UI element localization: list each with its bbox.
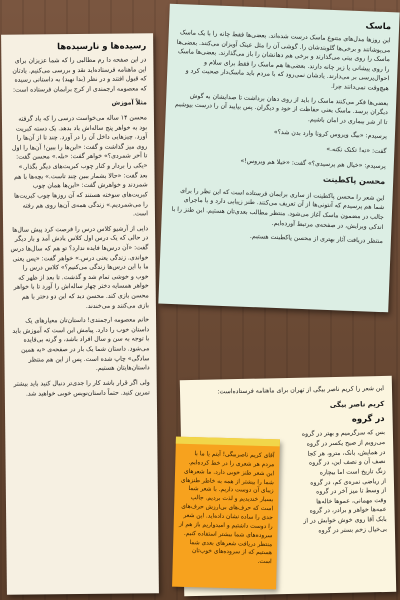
left-paragraph: در این صفحه دا رم مطالبی را که شما عزیزان برای این ماهنامه فرستاده‌اید نقد و بررسی می‌کنیم. یادتان که قبول افتند و در نظر (بدا نهید) به داستانی رسیده که معصومه ارجمندی از کرج برایمان فرستاده است: xyxy=(12,56,147,94)
poem-line: بس که سرگرمیم و بهتر در گروه xyxy=(301,429,385,439)
poem-line: عمه‌ها خواهر و برادر، در گروه xyxy=(309,506,387,515)
left-page-title: رسیده‌ها و نارسیده‌ها xyxy=(57,41,147,53)
right-paragraph: گفت: «نه! تکنک نکنه.» xyxy=(326,145,387,156)
orange-note-text: آقای کریم ناصربیگی! آیتم یا ما با مردم هر شعری را در خط کرده‌ایم. این شعر طنز خوبی دارد. ما شعرهای شما را بیشتر از همه به خاطر طنزهای زیبای آن دوست داریم. با شعر شما بسیار خندیدیم و لذت بردیم. جالب است که حرف‌های بی‌ارزش حرف‌های جدی را ساده نشان داده‌اید. این شعر را دوست داشتیم و امیدواریم باز هم از سروده‌های شما بیشتر استفاده کنیم. منتظر دریافت شعرهای بعدی شما هستیم که از سروده‌های خوب‌تان است. xyxy=(178,451,275,566)
poem-line: زنگ تاریخ است اما بیچاره xyxy=(319,467,386,477)
bottom-intro-name: کریم ناصر بیگی xyxy=(329,399,385,409)
poem-line: از وسط تا میز آخر در گروه xyxy=(315,487,387,496)
right-paragraph: منتظر دریافت آثار بهتری از محسن پاکطینت هستیم. xyxy=(249,233,383,246)
right-page-title: ماسک xyxy=(365,21,392,33)
poem-line: وقت مهمانی، عموها خاله‌ها xyxy=(316,496,387,506)
poem-column xyxy=(273,414,387,536)
left-paragraph: خانم معصومه ارجمندی! داستان‌تان معیارهای یک داستان خوب را دارد. پیامش این است که آموزش باید با توجه به سن و سال افراد باشد، و گرنه بی‌فایده می‌شود. داستان شما یک بار در صفحه‌ی «به همین سادگی» چاپ شده است. پس از این هم منتظر داستان‌هایتان هستیم. xyxy=(12,316,150,373)
poem-line: می‌رویم از صبح یکسر در گروه xyxy=(306,439,386,448)
orange-sticky-note xyxy=(172,437,280,590)
right-paragraph: پرسیدم: «بیگ ویروس کرونا وارد بدن شد؟» xyxy=(273,129,388,141)
left-paragraph: ولی اگر قرار باشد کار را جدی‌تر دنبال کنید باید بیشتر تمرین کنید. حتماً داستان‌نویس خوبی خواهید شد. xyxy=(13,379,150,398)
poem-line: از ریاضی نمره‌ی کم، در گروه xyxy=(310,477,386,487)
left-page xyxy=(1,33,159,595)
left-paragraph: محسن ۱۴ ساله می‌خواست درسی را که یاد گرفته بود به خواهر پنج‌ ساله‌اش یاد بدهد. یک دسته کبریت آورد. چیزهایی داخل آن را در آورد. چند تا از آن‌ها را روی میز گذاشت و گفت: «این‌ها را ببین! آن‌ها را اول تا آخر شمردی؟» خواهر گفت: «بله.» محسن گفت: «یکی را بردار و کنار چوب کبریت‌های دیگر بگذار.» بعد گفت: «حالا بشمار ببین چند تاست.» بچه‌ها با هم شمردند و خواهرش گفت: «این‌ها همان چوب کبریت‌های سوخته هستند که آن روز‌ها چوب کبریت‌ها را می‌شمردیم.» زندگی همه‌ی آن‌ها روی هم رفته است. xyxy=(11,114,148,218)
right-paragraph: پرسیدم: «خیال هم پرسیدی؟» گفت: «خیلا هم ویروس!» xyxy=(240,157,386,170)
right-paragraph: این روزها مدل‌های متنوع ماسک درست شده‌اند. بعضی‌ها فقط چانه را با یک ماسک می‌پوشانند و برخی‌ها گلوبندشان را. گوشی آن را مثل عینک آویزان می‌کنند. بعضی‌ها ماسک را روی بینی می‌گذارند و برخی هم دهانشان را باز می‌گذارند. بعضی‌ها ماسک را روی پیشانی یا زیر چانه دارند. بعضی‌ها هم ماسک را فقط برای سلام و احوال‌پرسی بر می‌دارند. یادشان نمی‌رود که با مردم باید ماسک‌دار صحبت کرد و هیچ‌وقت نمی‌دانند چرا. xyxy=(176,29,391,93)
right-page xyxy=(158,4,399,313)
poem-line: در همایش، بانک، مترو، هر کجا xyxy=(307,448,386,458)
right-paragraph: بعضی‌ها فکر می‌کنند ماسک را باید از روی دهان برداشت تا صدایشان به گوش دیگران برسد. ماسک یعنی حفاظت از خود و دیگران. پس بیایید آن را درست بپوشیم تا از شر بیماری در امان باشیم. xyxy=(174,92,389,127)
left-paragraph: دایی از آرشیو کلاس درس را فرصت کرد پیش سال‌ها در حالی که یک درس اول کلاس یادش آمد و بار دیگر گفت: «آن درس‌ها فایده ندارد؟ تو هم که سال‌ها درس خواندی. زندگی یعنی درس.» خواهر گفت: «پس یعنی ما با این درس‌ها زندگی می‌کنیم؟» کلاس درس را خوب و خوشی تمام شد و گذشت. تا بعد از ظهر که خواهر همسایه دختر چهار ساله‌اش را آورد تا با خواهر محسن بازی کند. محسن دید که این دو دختر با هم بازی می‌کنند و می‌خندند. xyxy=(10,225,149,310)
bottom-intro: این شعر را کریم ناصر بیگی از تهران برای ماهنامه فرستاده‌است: xyxy=(217,384,385,396)
poem-line: بابک آقا روی خوش خوابش در از xyxy=(303,515,387,525)
left-paragraph-heading: مثلاً آموزش xyxy=(111,99,147,108)
poem-title: در گروه xyxy=(351,414,385,426)
poem-line: نصف آن و نصف این، در گروه xyxy=(308,458,386,467)
right-highlight-name: محسن پاکطینت xyxy=(322,175,386,187)
poem-line: بی‌خیال زخم بستر در گروه xyxy=(318,525,387,534)
right-paragraph: این شعر را محسن پاکطینت از ساری برایمان فرستاده است که این نظر را برای شما هم پرسیدم که آنتونی‌ها از آن تعریف می‌کنند. طنز زیبایی دارد و با ماجرای جالب در مضمون ماسک آغاز می‌شود. منتظر مطالب بعدی‌تان هستیم. این طنز را با اندکی ویرایش، در صفحه‌ی مرتبط آورده‌ایم. xyxy=(171,186,385,231)
